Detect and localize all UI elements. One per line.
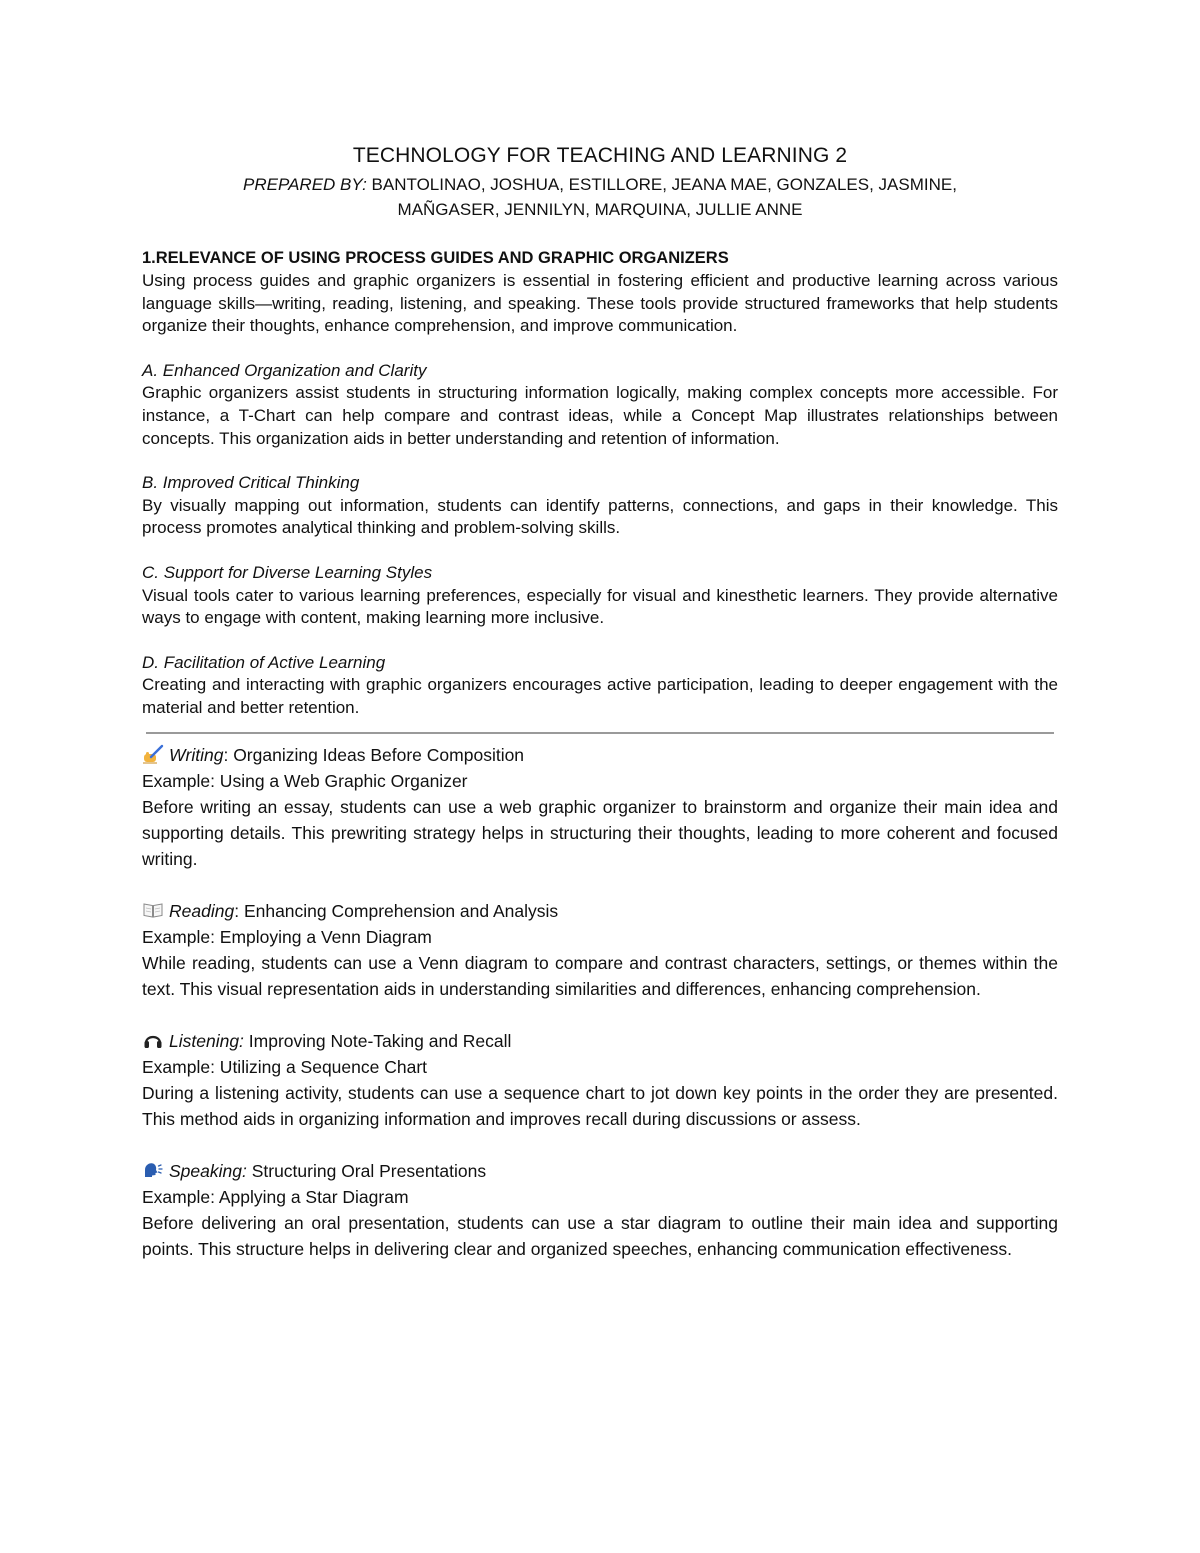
section-intro: Using process guides and graphic organizers is essential in fostering efficient and productive learning across various language skills—writing, reading, listening, and speaking. These tools provide structured frameworks that help students organize their thoughts, enhance comprehension, and improve communication. xyxy=(142,271,1058,336)
document-page xyxy=(142,142,1058,1262)
skill-title xyxy=(142,742,1058,768)
subsection-c-heading: C. Support for Diverse Learning Styles xyxy=(142,562,433,582)
skill-speaking xyxy=(142,1158,1058,1262)
skill-body: During a listening activity, students can use a sequence chart to jot down key points in the order they are presented. This method aids in organizing information and improves recall during discussions or assess. xyxy=(142,1082,1058,1129)
skill-name: Listening: xyxy=(169,1030,244,1051)
skill-title-text: Structuring Oral Presentations xyxy=(246,1160,487,1181)
prepared-by-label: PREPARED BY: xyxy=(243,175,367,194)
subsection-a-body: Graphic organizers assist students in structuring information logically, making complex concepts more accessible. For instance, a T-Chart can help compare and contrast ideas, while a Concept Map illustrates relationships between concepts. This organization aids in better understanding and retention of information. xyxy=(142,383,1058,448)
skill-body: While reading, students can use a Venn diagram to compare and contrast characters, settings, or themes within the text. This visual representation aids in understanding similarities and differences, enhancing comprehension. xyxy=(142,952,1058,999)
skill-title xyxy=(142,1028,1058,1054)
section-divider xyxy=(146,732,1054,734)
skill-colon: : xyxy=(223,744,229,765)
skill-title-text: Enhancing Comprehension and Analysis xyxy=(239,900,559,921)
subsection-d-body: Creating and interacting with graphic organizers encourages active participation, leading to deeper engagement with the material and better retention. xyxy=(142,675,1058,717)
prepared-by xyxy=(142,172,1058,222)
skill-title-text: Improving Note-Taking and Recall xyxy=(243,1030,512,1051)
headphones-icon xyxy=(142,1030,164,1050)
skill-body: Before delivering an oral presentation, students can use a star diagram to outline their main idea and supporting points. This structure helps in delivering clear and organized speeches, enhancing communication effectiveness. xyxy=(142,1212,1058,1259)
open-book-icon xyxy=(142,900,164,920)
skill-example: Example: Utilizing a Sequence Chart xyxy=(142,1056,428,1077)
skill-name: Writing xyxy=(169,744,224,765)
skill-name: Speaking: xyxy=(169,1160,247,1181)
skill-title xyxy=(142,1158,1058,1184)
subsection-b-heading: B. Improved Critical Thinking xyxy=(142,473,360,493)
skill-body: Before writing an essay, students can use a web graphic organizer to brainstorm and organize their main idea and supporting details. This prewriting strategy helps in structuring their thoughts, leading to more coherent and focused writing. xyxy=(142,796,1058,869)
subsection-b-body: By visually mapping out information, students can identify patterns, connections, and gaps in their knowledge. This process promotes analytical thinking and problem-solving skills. xyxy=(142,495,1058,538)
document-title: TECHNOLOGY FOR TEACHING AND LEARNING 2 xyxy=(352,144,848,167)
skill-title-text: Organizing Ideas Before Composition xyxy=(228,744,525,765)
skill-writing xyxy=(142,742,1058,872)
subsection-d-heading: D. Facilitation of Active Learning xyxy=(142,652,386,672)
subsection-a-heading: A. Enhanced Organization and Clarity xyxy=(142,360,427,380)
skill-reading xyxy=(142,898,1058,1002)
authors-line-1: BANTOLINAO, JOSHUA, ESTILLORE, JEANA MAE, GONZALES, JASMINE, xyxy=(371,175,957,194)
skill-listening xyxy=(142,1028,1058,1132)
skill-example: Example: Employing a Venn Diagram xyxy=(142,926,432,947)
writing-hand-icon xyxy=(142,744,164,764)
skill-name: Reading xyxy=(169,900,235,921)
skill-title xyxy=(142,898,1058,924)
skill-example: Example: Using a Web Graphic Organizer xyxy=(142,770,468,791)
skill-example: Example: Applying a Star Diagram xyxy=(142,1186,409,1207)
section-heading: 1.RELEVANCE OF USING PROCESS GUIDES AND GRAPHIC ORGANIZERS xyxy=(142,249,729,267)
skill-colon: : xyxy=(234,900,240,921)
subsection-c-body: Visual tools cater to various learning preferences, especially for visual and kinesthetic learners. They provide alternative ways to engage with content, making learning more inclusive. xyxy=(142,585,1058,628)
speaking-head-icon xyxy=(142,1160,164,1180)
authors-line-2: MAÑGASER, JENNILYN, MARQUINA, JULLIE ANNE xyxy=(397,200,803,219)
